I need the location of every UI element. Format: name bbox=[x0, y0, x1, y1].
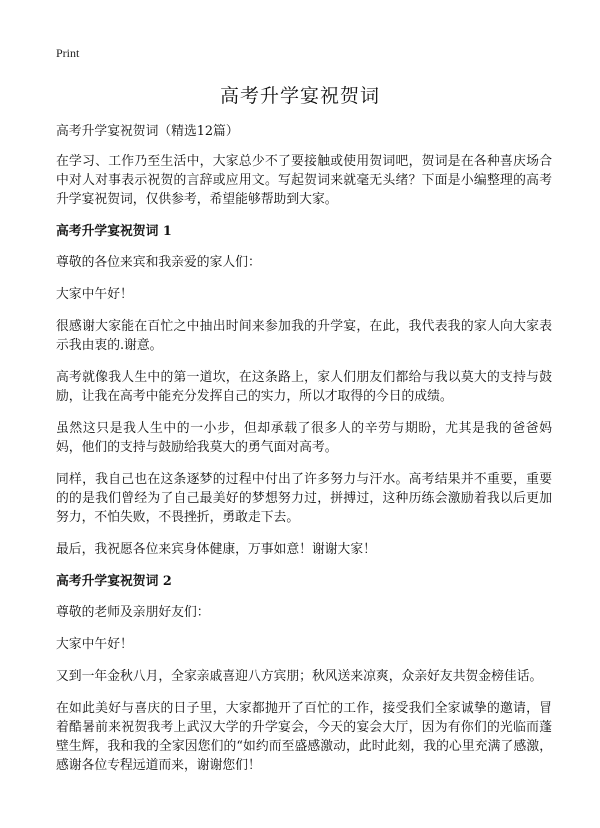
paragraph: 在如此美好与喜庆的日子里，大家都抛开了百忙的工作，接受我们全家诚挚的邀请，冒着酷暑前来祝贺我考上武汉大学的升学宴会，今天的宴会大厅，因为有你们的光临而蓬壁生辉，我和我的全家因您们的“如约而至盛感激动，此时此刻，我的心里充满了感激，感谢各位专程远道而来，谢谢您们！ bbox=[56, 701, 552, 773]
intro-paragraph: 在学习、工作乃至生活中，大家总少不了要接触或使用贺词吧，贺词是在各种喜庆场合中对人对事表示祝贺的言辞或应用文。写起贺词来就毫无头绪？下面是小编整理的高考升学宴祝贺词，仅供参考，希望能够帮助到大家。 bbox=[56, 154, 552, 207]
paragraph: 大家中午好！ bbox=[56, 287, 133, 302]
section-heading: 高考升学宴祝贺词 2 bbox=[56, 574, 172, 589]
document-body bbox=[56, 122, 552, 788]
paragraph: 虽然这只是我人生中的一小步，但却承载了很多人的辛劳与期盼，尤其是我的爸爸妈妈，他们的支持与鼓励给我莫大的勇气面对高考。 bbox=[56, 421, 552, 455]
paragraph: 最后，我祝愿各位来宾身体健康，万事如意！谢谢大家！ bbox=[56, 542, 376, 557]
paragraph: 大家中午好！ bbox=[56, 637, 133, 652]
paragraph: 很感谢大家能在百忙之中抽出时间来参加我的升学宴，在此，我代表我的家人向大家表示我由衷的.谢意。 bbox=[56, 319, 552, 353]
page-title: 高考升学宴祝贺词 bbox=[219, 85, 380, 107]
document-subtitle: 高考升学宴祝贺词（精选12篇） bbox=[56, 124, 239, 139]
paragraph: 尊敬的各位来宾和我亲爱的家人们： bbox=[56, 255, 261, 270]
paragraph: 尊敬的老师及亲朋好友们： bbox=[56, 605, 210, 620]
paragraph: 又到一年金秋八月，全家亲戚喜迎八方宾朋；秋风送来凉爽，众亲好友共贺金榜佳话。 bbox=[56, 669, 543, 684]
print-link[interactable]: Print bbox=[56, 46, 80, 60]
paragraph: 高考就像我人生中的第一道坎，在这条路上，家人们朋友们都给与我以莫大的支持与鼓励，让我在高考中能充分发挥自己的实力，所以才取得的今日的成绩。 bbox=[56, 370, 552, 404]
section-1 bbox=[56, 222, 552, 559]
section-heading: 高考升学宴祝贺词 1 bbox=[56, 224, 172, 239]
paragraph: 同样，我自己也在这条逐梦的过程中付出了许多努力与汗水。高考结果并不重要，重要的的是我们曾经为了自己最美好的梦想努力过，拼搏过，这种历练会激励着我以后更加努力，不怕失败，不畏挫折，勇敢走下去。 bbox=[56, 472, 552, 525]
section-2 bbox=[56, 572, 552, 775]
